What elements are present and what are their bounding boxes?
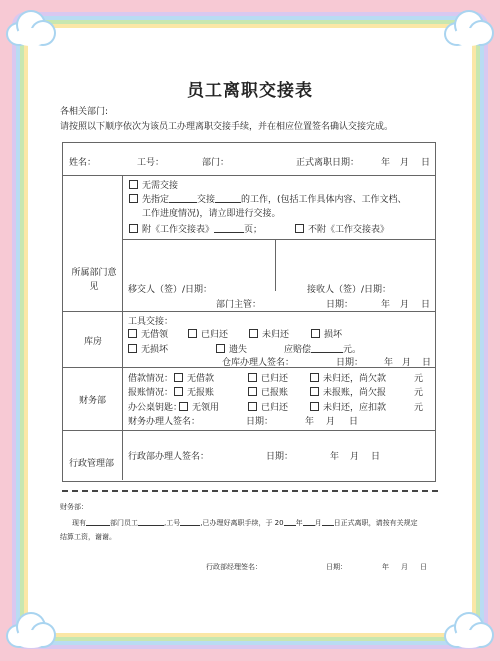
year-label: 年	[330, 452, 340, 462]
not-reimb-option[interactable]	[310, 385, 386, 398]
reimbursed-option[interactable]	[248, 385, 288, 398]
option-label: 先指定	[142, 195, 170, 205]
month-label: 月	[400, 300, 410, 310]
checkbox[interactable]	[216, 344, 225, 353]
notice-text: 年	[295, 519, 303, 527]
option-label: 损坏	[324, 330, 343, 340]
option-label: 未报账，尚欠报	[323, 388, 387, 398]
checkbox[interactable]	[249, 329, 258, 338]
blank-field[interactable]	[138, 519, 164, 526]
blank-field[interactable]	[322, 519, 334, 526]
cloud-decoration	[8, 612, 54, 652]
page-title: 员工离职交接表	[187, 81, 313, 101]
date-label: 日期：	[266, 452, 294, 462]
notice-text: 月	[314, 519, 322, 527]
blank-field[interactable]	[284, 519, 296, 526]
no-attach-option[interactable]	[295, 222, 389, 235]
checkbox[interactable]	[174, 387, 183, 396]
checkbox[interactable]	[310, 402, 319, 411]
leave-date-label: 正式离职日期：	[296, 158, 360, 168]
date-label: 日期：	[326, 300, 354, 310]
notice-text: ,已办理好离职手续，于 20	[200, 519, 284, 527]
option-label: 无损坏	[141, 345, 169, 355]
option-label: 不附《工作交接表》	[308, 225, 390, 235]
option-label: 页；	[244, 225, 263, 235]
lost-option[interactable]	[216, 342, 247, 355]
notice-body	[72, 518, 418, 528]
checkbox[interactable]	[248, 387, 257, 396]
month-label: 月	[401, 563, 408, 571]
assign-handover-option[interactable]	[129, 192, 407, 205]
unit-label: 元	[414, 403, 424, 413]
checkbox[interactable]	[310, 387, 319, 396]
year-label: 年	[381, 300, 391, 310]
blank-field[interactable]	[311, 344, 343, 353]
checkbox[interactable]	[310, 373, 319, 382]
month-label: 月	[402, 358, 412, 368]
blank-field[interactable]	[303, 519, 315, 526]
desk-key-label: 办公桌钥匙：	[128, 403, 183, 413]
month-label: 月	[400, 158, 410, 168]
year-label: 年	[382, 563, 389, 571]
checkbox[interactable]	[129, 180, 138, 189]
year-label: 年	[384, 358, 394, 368]
month-label: 月	[326, 417, 336, 427]
option-label: 已归还	[261, 403, 289, 413]
notice-text: 日正式离职，请按有关规定	[333, 519, 418, 527]
admin-dept-label: 行政管理部	[69, 459, 115, 469]
option-label: 无借领	[141, 330, 169, 340]
day-label: 日	[371, 452, 381, 462]
cut-line	[62, 490, 438, 492]
cloud-decoration	[446, 612, 492, 652]
attach-option[interactable]	[129, 222, 262, 235]
option-label: 未归还，尚欠款	[323, 374, 387, 384]
no-borrow-option[interactable]	[128, 327, 168, 340]
department-label: 部门：	[202, 158, 230, 168]
option-label: 遗失	[229, 345, 248, 355]
no-reimb-option[interactable]	[174, 385, 214, 398]
no-loan-option[interactable]	[174, 371, 214, 384]
not-returned-option[interactable]	[249, 327, 289, 340]
no-handover-option[interactable]	[129, 178, 178, 191]
checkbox[interactable]	[174, 373, 183, 382]
assign-handover-cont: 工作进度情况)，请立即进行交接。	[142, 209, 281, 219]
checkbox[interactable]	[311, 329, 320, 338]
option-label: 的工作，(包括工作具体内容、工作文档、	[241, 195, 407, 205]
option-label: 无领用	[192, 403, 220, 413]
manager-signature[interactable]: 行政部经理签名：	[206, 563, 262, 571]
checkbox[interactable]	[248, 402, 257, 411]
notice-body-cont: 结算工资，谢谢。	[60, 533, 116, 541]
date-label: 日期：	[326, 563, 347, 571]
transferor-signature[interactable]: 移交人（签）/日期：	[128, 285, 213, 295]
tools-label: 工具交接：	[128, 317, 174, 327]
supervisor-signature[interactable]: 部门主管：	[216, 300, 262, 310]
unit-label: 元	[414, 388, 424, 398]
job-number-label: 工号：	[137, 158, 165, 168]
blank-field[interactable]	[215, 194, 241, 203]
option-label: 无需交接	[142, 181, 179, 191]
date-label: 日期：	[336, 358, 364, 368]
option-label: 无报账	[187, 388, 215, 398]
loan-label: 借款情况：	[128, 374, 174, 384]
checkbox[interactable]	[129, 194, 138, 203]
option-label: 附《工作交接表》	[142, 225, 215, 235]
admin-signer[interactable]: 行政部办理人签名：	[128, 452, 210, 462]
notice-text: 部门员工	[110, 519, 138, 527]
day-label: 日	[421, 300, 431, 310]
option-label: 交接	[197, 195, 216, 205]
date-label: 日期：	[246, 417, 274, 427]
checkbox[interactable]	[188, 329, 197, 338]
name-label: 姓名：	[69, 158, 97, 168]
option-label: 未归还，应扣款	[323, 403, 387, 413]
option-label: 无借款	[187, 374, 215, 384]
checkbox[interactable]	[295, 224, 304, 233]
finance-signer[interactable]: 财务办理人签名：	[128, 417, 201, 427]
day-label: 日	[349, 417, 359, 427]
checkbox[interactable]	[128, 344, 137, 353]
notice-recipient: 财务部：	[60, 503, 88, 511]
warehouse-signer[interactable]: 仓库办理人签名：	[222, 358, 295, 368]
day-label: 日	[421, 158, 431, 168]
day-label: 日	[420, 563, 427, 571]
intro-instruction: 请按照以下顺序依次为该员工办理离职交接手续，并在相应位置签名确认交接完成。	[60, 122, 394, 132]
year-label: 年	[305, 417, 315, 427]
loan-owed-option[interactable]	[310, 371, 386, 384]
checkbox[interactable]	[128, 329, 137, 338]
checkbox[interactable]	[248, 373, 257, 382]
unit-label: 元	[414, 374, 424, 384]
option-label: 已报账	[261, 388, 289, 398]
loan-returned-option[interactable]	[248, 371, 288, 384]
option-label: 已归还	[261, 374, 289, 384]
reimb-label: 报账情况：	[128, 388, 174, 398]
warehouse-label: 库房	[84, 337, 103, 347]
day-label: 日	[422, 358, 432, 368]
finance-label: 财务部	[79, 396, 107, 406]
document-page	[44, 44, 456, 617]
checkbox[interactable]	[129, 224, 138, 233]
field-label: 应赔偿	[284, 345, 312, 355]
no-claim-option[interactable]	[179, 400, 219, 413]
key-deduct-option[interactable]	[310, 400, 386, 413]
blank-field[interactable]	[214, 224, 244, 233]
blank-field[interactable]	[180, 519, 200, 526]
month-label: 月	[350, 452, 360, 462]
notice-text: 现有	[72, 519, 86, 527]
unit-label: 元。	[343, 345, 362, 355]
returned-option[interactable]	[188, 327, 228, 340]
key-returned-option[interactable]	[248, 400, 288, 413]
no-damage-option[interactable]	[128, 342, 168, 355]
dept-opinion-label: 所属部门意见	[71, 268, 117, 292]
damaged-option[interactable]	[311, 327, 342, 340]
option-label: 未归还	[262, 330, 290, 340]
blank-field[interactable]	[86, 519, 110, 526]
receiver-signature[interactable]: 接收人（签）/日期：	[307, 285, 392, 295]
notice-text: ,工号	[164, 519, 181, 527]
blank-field[interactable]	[169, 194, 197, 203]
year-label: 年	[381, 158, 391, 168]
option-label: 已归还	[201, 330, 229, 340]
intro-recipient: 各相关部门:	[60, 107, 109, 117]
compensation-field[interactable]	[284, 342, 361, 355]
checkbox[interactable]	[179, 402, 188, 411]
